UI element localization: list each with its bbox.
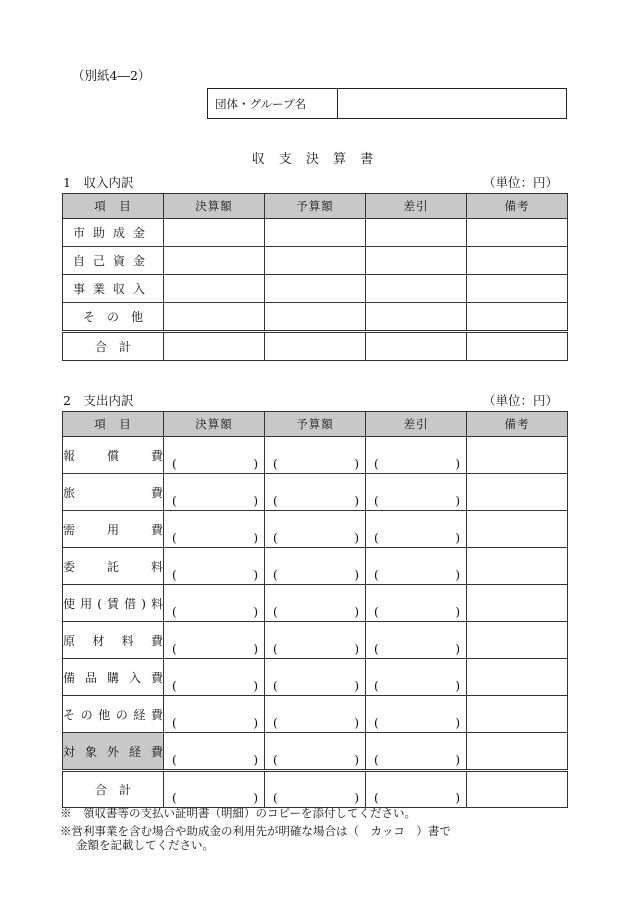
close-paren: ) [354,716,359,730]
form-reference: （別紙4―2） [72,68,151,83]
close-paren: ) [455,457,460,471]
column-header-item: 項 目 [63,412,164,437]
income-section-title: 1 収入内訳 [63,175,134,190]
remarks-cell[interactable] [467,771,568,808]
open-paren: ( [172,642,177,656]
open-paren: ( [374,642,379,656]
table-row [63,622,568,659]
remarks-cell[interactable] [467,585,568,622]
row-item-label: 報償費 [63,437,164,474]
open-paren: ( [273,568,278,582]
group-name-box [207,88,567,119]
difference-cell[interactable] [366,437,467,474]
close-paren: ) [354,791,359,805]
note-line: ※営利事業を含む場合や助成金の利用先が明確な場合は（ カッコ ）書で [60,824,451,838]
settlement-cell[interactable] [164,303,265,332]
group-name-field[interactable] [338,89,566,118]
close-paren: ) [253,605,258,619]
budget-cell[interactable] [265,622,366,659]
open-paren: ( [172,531,177,545]
budget-cell[interactable] [265,303,366,332]
expense-unit-label: （単位：円） [482,393,558,408]
settlement-cell[interactable] [164,275,265,303]
budget-cell[interactable] [265,437,366,474]
close-paren: ) [253,494,258,508]
settlement-cell[interactable] [164,771,265,808]
close-paren: ) [253,716,258,730]
row-item-label: 備品購入費 [63,659,164,696]
close-paren: ) [455,531,460,545]
close-paren: ) [253,679,258,693]
income-unit-label: （単位：円） [482,175,558,190]
open-paren: ( [172,568,177,582]
close-paren: ) [455,568,460,582]
close-paren: ) [354,531,359,545]
total-row [63,332,568,361]
settlement-cell[interactable] [164,219,265,247]
difference-cell[interactable] [366,332,467,361]
budget-cell[interactable] [265,696,366,733]
difference-cell[interactable] [366,548,467,585]
table-row [63,219,568,247]
table-row [63,733,568,771]
open-paren: ( [172,753,177,767]
settlement-cell[interactable] [164,548,265,585]
close-paren: ) [354,605,359,619]
open-paren: ( [273,531,278,545]
settlement-cell[interactable] [164,622,265,659]
open-paren: ( [273,494,278,508]
open-paren: ( [374,679,379,693]
row-item-label: 委託料 [63,548,164,585]
open-paren: ( [273,457,278,471]
settlement-cell[interactable] [164,437,265,474]
close-paren: ) [455,605,460,619]
settlement-cell[interactable] [164,332,265,361]
open-paren: ( [273,605,278,619]
close-paren: ) [455,716,460,730]
budget-cell[interactable] [265,247,366,275]
open-paren: ( [273,679,278,693]
table-row [63,275,568,303]
remarks-cell[interactable] [467,548,568,585]
remarks-cell[interactable] [467,303,568,332]
budget-cell[interactable] [265,585,366,622]
open-paren: ( [273,753,278,767]
difference-cell[interactable] [366,622,467,659]
open-paren: ( [374,716,379,730]
difference-cell[interactable] [366,733,467,771]
difference-cell[interactable] [366,303,467,332]
open-paren: ( [374,457,379,471]
settlement-cell[interactable] [164,247,265,275]
difference-cell[interactable] [366,275,467,303]
difference-cell[interactable] [366,585,467,622]
column-header-remarks: 備考 [467,412,568,437]
row-item-label: 原材料費 [63,622,164,659]
difference-cell[interactable] [366,247,467,275]
table-row [63,437,568,474]
open-paren: ( [374,753,379,767]
column-header-budget: 予算額 [265,194,366,219]
close-paren: ) [253,531,258,545]
row-item-label: 対象外経費 [63,733,164,771]
open-paren: ( [273,642,278,656]
total-label: 合 計 [63,332,164,361]
open-paren: ( [273,791,278,805]
note-parentheses [60,824,451,852]
open-paren: ( [273,716,278,730]
difference-cell[interactable] [366,474,467,511]
settlement-cell[interactable] [164,696,265,733]
income-table [62,193,568,361]
row-item-label: その他の経費 [63,696,164,733]
open-paren: ( [172,791,177,805]
close-paren: ) [354,753,359,767]
expense-header-row [63,412,568,437]
difference-cell[interactable] [366,511,467,548]
row-item-label: 旅 費 [63,474,164,511]
total-label: 合 計 [63,771,164,808]
settlement-cell[interactable] [164,659,265,696]
table-row [63,474,568,511]
close-paren: ) [455,753,460,767]
budget-cell[interactable] [265,511,366,548]
column-header-remarks: 備考 [467,194,568,219]
open-paren: ( [374,494,379,508]
column-header-difference: 差引 [366,194,467,219]
note-line: 金額を記載してください。 [76,838,214,852]
close-paren: ) [354,457,359,471]
settlement-cell[interactable] [164,511,265,548]
row-item-label: 需用費 [63,511,164,548]
remarks-cell[interactable] [467,511,568,548]
column-header-settlement: 決算額 [164,194,265,219]
difference-cell[interactable] [366,771,467,808]
open-paren: ( [374,568,379,582]
table-row [63,303,568,332]
close-paren: ) [455,642,460,656]
open-paren: ( [172,494,177,508]
remarks-cell[interactable] [467,437,568,474]
column-header-settlement: 決算額 [164,412,265,437]
close-paren: ) [455,679,460,693]
remarks-cell[interactable] [467,247,568,275]
remarks-cell[interactable] [467,622,568,659]
budget-cell[interactable] [265,733,366,771]
table-row [63,511,568,548]
difference-cell[interactable] [366,219,467,247]
open-paren: ( [172,457,177,471]
remarks-cell[interactable] [467,696,568,733]
row-item-label: そ の 他 [63,303,164,332]
budget-cell[interactable] [265,275,366,303]
total-row [63,771,568,808]
settlement-cell[interactable] [164,585,265,622]
table-row [63,585,568,622]
close-paren: ) [253,791,258,805]
group-name-label: 団体・グループ名 [208,89,338,118]
close-paren: ) [455,791,460,805]
table-row [63,696,568,733]
expense-table [62,411,568,808]
close-paren: ) [253,753,258,767]
remarks-cell[interactable] [467,733,568,771]
close-paren: ) [253,568,258,582]
close-paren: ) [253,642,258,656]
settlement-cell[interactable] [164,474,265,511]
open-paren: ( [172,716,177,730]
close-paren: ) [354,642,359,656]
remarks-cell[interactable] [467,474,568,511]
open-paren: ( [172,605,177,619]
expense-section-title: 2 支出内訳 [63,393,134,408]
close-paren: ) [455,494,460,508]
note-receipts: ※ 領収書等の支払い証明書（明細）のコピーを添付してください。 [60,806,417,820]
remarks-cell[interactable] [467,332,568,361]
settlement-cell[interactable] [164,733,265,771]
open-paren: ( [374,531,379,545]
table-row [63,659,568,696]
budget-cell[interactable] [265,219,366,247]
row-item-label: 使用(賃借)料 [63,585,164,622]
income-header-row [63,194,568,219]
budget-cell[interactable] [265,659,366,696]
close-paren: ) [354,568,359,582]
remarks-cell[interactable] [467,275,568,303]
row-item-label: 事業収入 [63,275,164,303]
remarks-cell[interactable] [467,659,568,696]
open-paren: ( [172,679,177,693]
row-item-label: 市助成金 [63,219,164,247]
expense-table-body [63,437,568,808]
budget-cell[interactable] [265,474,366,511]
open-paren: ( [374,605,379,619]
remarks-cell[interactable] [467,219,568,247]
close-paren: ) [354,494,359,508]
table-row [63,548,568,585]
close-paren: ) [354,679,359,693]
column-header-item: 項 目 [63,194,164,219]
close-paren: ) [253,457,258,471]
open-paren: ( [374,791,379,805]
column-header-difference: 差引 [366,412,467,437]
document-title: 収 支 決 算 書 [251,152,379,167]
difference-cell[interactable] [366,696,467,733]
budget-cell[interactable] [265,771,366,808]
budget-cell[interactable] [265,332,366,361]
table-row [63,247,568,275]
row-item-label: 自己資金 [63,247,164,275]
budget-cell[interactable] [265,548,366,585]
difference-cell[interactable] [366,659,467,696]
column-header-budget: 予算額 [265,412,366,437]
